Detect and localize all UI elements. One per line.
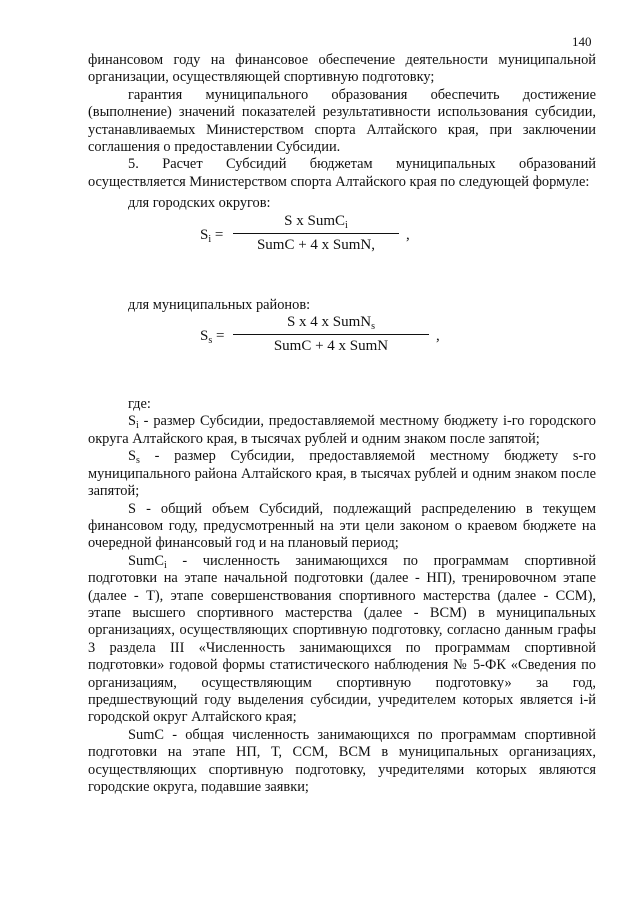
formula-city (88, 213, 596, 287)
formula-city-lhs: $S_i$ = (200, 226, 224, 245)
paragraph-1: финансовом году на финансовое обеспечение деятельности муниципальной организации, осуществляющей спортивную подготовку; (88, 52, 596, 86)
formula-district-numerator: S x 4 x SumN$_s$ (286, 314, 376, 333)
definition-sumc: SumC - общая численность занимающихся по программам спортивной подготовки на этапе НП, Т, ССМ, ВСМ в муниципальных организациях, осуществляющих спортивную подготовку, учредителями которых являются городские округа, подавшие заявки; (88, 726, 596, 795)
formula-district-lhs: $S_s$ = (200, 328, 225, 347)
formula-district (88, 314, 596, 388)
definition-si: $S_i$ - размер Субсидии, предоставляемой местному бюджету i-го городского округа Алтайского края, в тысячах рублей и одним знаком после запятой; (88, 413, 596, 447)
page-number: 140 (572, 34, 592, 49)
document-body (88, 52, 596, 796)
label-city-districts: для городских округов: (128, 195, 271, 212)
paragraph-3: 5. Расчет Субсидий бюджетам муниципальных образований осуществляется Министерством спорта Алтайского края по следующей формуле: (88, 156, 596, 190)
formula-district-denominator: SumC + 4 x SumN (273, 338, 389, 355)
paragraph-2: гарантия муниципального образования обеспечить достижение (выполнение) значений показателей результативности использования субсидии, устанавливаемых Министерством спорта Алтайского края, при заключении соглашения о предоставлении Субсидии. (88, 86, 596, 156)
formula-city-fraction-line (233, 233, 399, 234)
definition-sumci: SumC$_i$ - численность занимающихся по программам спортивной подготовки на этапе начальной подготовки (далее - НП), тренировочном этапе (далее - Т), этапе совершенствования спортивного мастерства (далее - ССМ), этапе высшего спортивного мастерства (далее - ВСМ) в муниципальных организациях, осуществляющих спортивную подготовку, согласно данным графы 3 раздела III «Численность занимающихся по программам спортивной подготовки» годовой формы статистического наблюдения № 5-ФК «Сведения по организациям, осуществляющим спортивную подготовку» за год, предшествующий году выделения субсидии, учредителем которых является i-й городской округ Алтайского края; (88, 552, 596, 726)
formula-district-fraction-line (233, 334, 429, 335)
definition-s: S - общий объем Субсидий, подлежащий распределению в текущем финансовом году, предусмотренный на эти цели законом о краевом бюджете на очередной финансовый год и на плановый период; (88, 500, 596, 552)
formula-city-numerator: S x SumC$_i$ (284, 212, 348, 231)
formula-city-denominator: SumC + 4 x SumN, (256, 236, 376, 253)
formula-city-comma: , (406, 226, 410, 243)
label-municipal-districts: для муниципальных районов: (128, 296, 311, 313)
where-label: где: (128, 396, 151, 413)
formula-district-comma: , (436, 328, 440, 345)
definition-ss: $S_s$ - размер Субсидии, предоставляемой местному бюджету s-го муниципального района Алтайского края, в тысячах рублей и одним знаком после запятой; (88, 448, 596, 500)
